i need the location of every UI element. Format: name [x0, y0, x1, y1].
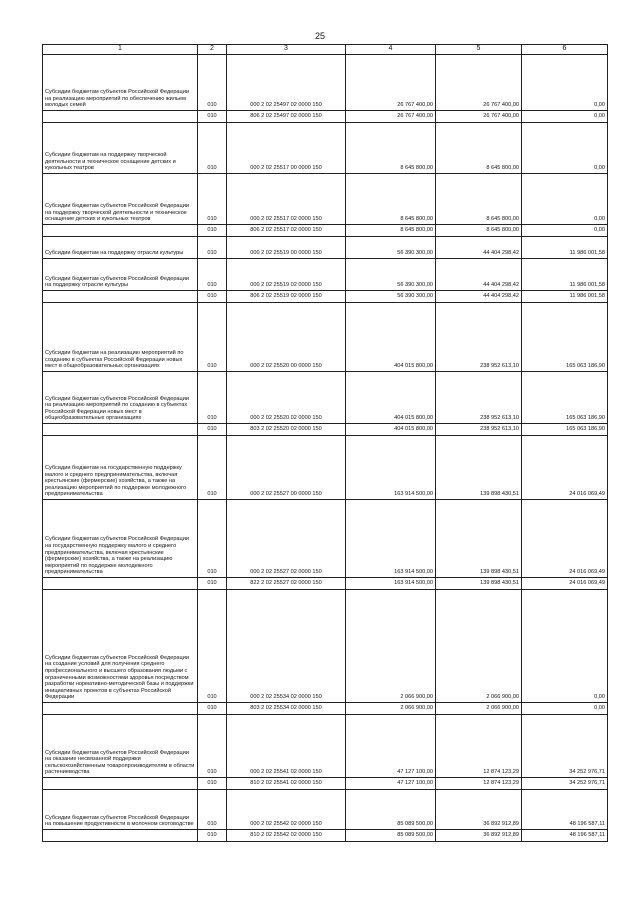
- amount-approved-cell: 404 015 800,00: [346, 424, 436, 436]
- amount-executed-cell: 238 952 613,10: [436, 303, 522, 372]
- admin-code-cell: 010: [198, 123, 227, 174]
- amount-executed-cell: 36 892 912,89: [436, 830, 522, 842]
- table-row: [43, 303, 608, 372]
- amount-approved-cell: 8 645 800,00: [346, 225, 436, 237]
- amount-approved-cell: 85 089 500,00: [346, 830, 436, 842]
- header-cell: 3: [227, 45, 346, 55]
- item-name-cell: Субсидии бюджетам на поддержку отрасли культуры: [43, 237, 198, 259]
- amount-approved-cell: 163 914 500,00: [346, 436, 436, 500]
- table-row: [43, 715, 608, 778]
- amount-approved-cell: 8 645 800,00: [346, 123, 436, 174]
- admin-code-cell: 010: [198, 436, 227, 500]
- page-number: 25: [314, 31, 325, 41]
- item-name-cell: Субсидии бюджетам на поддержку творческой деятельности и техническое оснащение детских и кукольных театров: [43, 123, 198, 174]
- amount-executed-cell: 8 645 800,00: [436, 225, 522, 237]
- budget-code-cell: 000 2 02 25527 00 0000 150: [227, 436, 346, 500]
- header-cell: 5: [436, 45, 522, 55]
- table-row: [43, 225, 608, 237]
- amount-approved-cell: 56 390 300,00: [346, 259, 436, 291]
- amount-remaining-cell: 48 196 587,11: [522, 830, 608, 842]
- budget-code-cell: 000 2 02 25520 02 0000 150: [227, 372, 346, 424]
- item-name-cell: [43, 424, 198, 436]
- item-name-cell: Субсидии бюджетам субъектов Российской Федерации на оказание несвязанной поддержки сельскохозяйственным товаропроизводителям в области растениеводства: [43, 715, 198, 778]
- amount-executed-cell: 12 874 123,29: [436, 778, 522, 790]
- item-name-cell: Субсидии бюджетам на государственную поддержку малого и среднего предпринимательства, включая крестьянские (фермерские) хозяйства, а также на реализацию мероприятий по поддержке молодежного предпринимательства: [43, 436, 198, 500]
- amount-executed-cell: 2 066 900,00: [436, 590, 522, 703]
- admin-code-cell: 010: [198, 590, 227, 703]
- budget-code-cell: 000 2 02 25520 00 0000 150: [227, 303, 346, 372]
- amount-remaining-cell: 0,00: [522, 123, 608, 174]
- amount-executed-cell: 8 645 800,00: [436, 174, 522, 225]
- table-row: [43, 590, 608, 703]
- budget-code-cell: 810 2 02 25542 02 0000 150: [227, 830, 346, 842]
- amount-remaining-cell: 24 016 069,49: [522, 500, 608, 578]
- amount-approved-cell: 2 066 900,00: [346, 590, 436, 703]
- item-name-cell: Субсидии бюджетам субъектов Российской Федерации на реализацию мероприятий по созданию в субъектах Российской Федерации новых мест в общеобразовательных организациях: [43, 372, 198, 424]
- amount-executed-cell: 44 404 298,42: [436, 237, 522, 259]
- table-row: [43, 237, 608, 259]
- header-cell: 1: [43, 45, 198, 55]
- table-row: [43, 55, 608, 111]
- amount-approved-cell: 47 127 100,00: [346, 778, 436, 790]
- amount-executed-cell: 238 952 613,10: [436, 372, 522, 424]
- amount-executed-cell: 2 066 900,00: [436, 703, 522, 715]
- amount-executed-cell: 12 874 123,29: [436, 715, 522, 778]
- admin-code-cell: 010: [198, 111, 227, 123]
- amount-approved-cell: 2 066 900,00: [346, 703, 436, 715]
- amount-executed-cell: 26 767 400,00: [436, 55, 522, 111]
- admin-code-cell: 010: [198, 174, 227, 225]
- amount-executed-cell: 44 404 298,42: [436, 259, 522, 291]
- table-row: [43, 436, 608, 500]
- amount-remaining-cell: 34 252 976,71: [522, 715, 608, 778]
- budget-code-cell: 000 2 02 25497 02 0000 150: [227, 55, 346, 111]
- header-cell: 6: [522, 45, 608, 55]
- admin-code-cell: 010: [198, 790, 227, 830]
- table-row: [43, 424, 608, 436]
- amount-approved-cell: 56 390 300,00: [346, 291, 436, 303]
- amount-executed-cell: 139 898 430,51: [436, 500, 522, 578]
- admin-code-cell: 010: [198, 225, 227, 237]
- admin-code-cell: 010: [198, 778, 227, 790]
- admin-code-cell: 010: [198, 303, 227, 372]
- item-name-cell: [43, 830, 198, 842]
- amount-remaining-cell: 0,00: [522, 225, 608, 237]
- admin-code-cell: 010: [198, 500, 227, 578]
- item-name-cell: [43, 578, 198, 590]
- amount-executed-cell: 238 952 613,10: [436, 424, 522, 436]
- table-row: [43, 830, 608, 842]
- item-name-cell: Субсидии бюджетам субъектов Российской Федерации на реализацию мероприятий по обеспечению жильем молодых семей: [43, 55, 198, 111]
- budget-code-cell: 810 2 02 25541 02 0000 150: [227, 778, 346, 790]
- admin-code-cell: 010: [198, 259, 227, 291]
- item-name-cell: [43, 778, 198, 790]
- admin-code-cell: 010: [198, 703, 227, 715]
- table-row: [43, 111, 608, 123]
- header-row: [43, 45, 608, 55]
- item-name-cell: Субсидии бюджетам субъектов Российской Федерации на повышение продуктивности в молочном скотоводстве: [43, 790, 198, 830]
- budget-code-cell: 806 2 02 25497 02 0000 150: [227, 111, 346, 123]
- item-name-cell: Субсидии бюджетам на реализацию мероприятий по созданию в субъектах Российской Федерации новых мест в общеобразовательных организациях: [43, 303, 198, 372]
- amount-remaining-cell: 165 063 186,90: [522, 303, 608, 372]
- amount-remaining-cell: 165 063 186,90: [522, 372, 608, 424]
- amount-remaining-cell: 0,00: [522, 174, 608, 225]
- amount-executed-cell: 8 645 800,00: [436, 123, 522, 174]
- amount-approved-cell: 85 089 500,00: [346, 790, 436, 830]
- table-row: [43, 372, 608, 424]
- amount-remaining-cell: 0,00: [522, 55, 608, 111]
- admin-code-cell: 010: [198, 55, 227, 111]
- amount-remaining-cell: 0,00: [522, 703, 608, 715]
- table-row: [43, 778, 608, 790]
- item-name-cell: [43, 225, 198, 237]
- amount-approved-cell: 404 015 800,00: [346, 303, 436, 372]
- budget-code-cell: 000 2 02 25542 02 0000 150: [227, 790, 346, 830]
- budget-code-cell: 000 2 02 25519 00 0000 150: [227, 237, 346, 259]
- header-cell: 4: [346, 45, 436, 55]
- budget-code-cell: 000 2 02 25517 00 0000 150: [227, 123, 346, 174]
- amount-approved-cell: 163 914 500,00: [346, 578, 436, 590]
- item-name-cell: [43, 703, 198, 715]
- amount-remaining-cell: 24 016 069,49: [522, 578, 608, 590]
- amount-remaining-cell: 0,00: [522, 111, 608, 123]
- budget-code-cell: 806 2 02 25519 02 0000 150: [227, 291, 346, 303]
- budget-revenue-table: [42, 44, 608, 842]
- item-name-cell: [43, 291, 198, 303]
- table-row: [43, 174, 608, 225]
- admin-code-cell: 010: [198, 830, 227, 842]
- amount-approved-cell: 26 767 400,00: [346, 111, 436, 123]
- amount-remaining-cell: 48 196 587,11: [522, 790, 608, 830]
- item-name-cell: Субсидии бюджетам субъектов Российской Федерации на поддержку отрасли культуры: [43, 259, 198, 291]
- amount-executed-cell: 26 767 400,00: [436, 111, 522, 123]
- budget-code-cell: 000 2 02 25527 02 0000 150: [227, 500, 346, 578]
- amount-executed-cell: 139 898 430,51: [436, 578, 522, 590]
- budget-code-cell: 822 2 02 25527 02 0000 150: [227, 578, 346, 590]
- table-row: [43, 259, 608, 291]
- header-cell: 2: [198, 45, 227, 55]
- admin-code-cell: 010: [198, 424, 227, 436]
- admin-code-cell: 010: [198, 578, 227, 590]
- item-name-cell: Субсидии бюджетам субъектов Российской Федерации на поддержку творческой деятельности и техническое оснащение детских и кукольных театров: [43, 174, 198, 225]
- amount-remaining-cell: 165 063 186,90: [522, 424, 608, 436]
- amount-remaining-cell: 11 986 001,58: [522, 291, 608, 303]
- budget-code-cell: 803 2 02 25520 02 0000 150: [227, 424, 346, 436]
- budget-code-cell: 000 2 02 25517 02 0000 150: [227, 174, 346, 225]
- amount-remaining-cell: 24 016 069,49: [522, 436, 608, 500]
- admin-code-cell: 010: [198, 715, 227, 778]
- amount-executed-cell: 44 404 298,42: [436, 291, 522, 303]
- amount-approved-cell: 404 015 800,00: [346, 372, 436, 424]
- amount-remaining-cell: 11 986 001,58: [522, 237, 608, 259]
- amount-approved-cell: 47 127 100,00: [346, 715, 436, 778]
- table-row: [43, 790, 608, 830]
- amount-approved-cell: 26 767 400,00: [346, 55, 436, 111]
- budget-code-cell: 000 2 02 25541 02 0000 150: [227, 715, 346, 778]
- budget-code-cell: 000 2 02 25519 02 0000 150: [227, 259, 346, 291]
- budget-code-cell: 806 2 02 25517 02 0000 150: [227, 225, 346, 237]
- budget-code-cell: 803 2 02 25534 02 0000 150: [227, 703, 346, 715]
- item-name-cell: Субсидии бюджетам субъектов Российской Федерации на создание условий для получения среднего профессионального и высшего образования людьми с ограниченными возможностями здоровья посредством разработки нормативно-методической базы и поддержки инициативных проектов в субъектах Российской Федерации: [43, 590, 198, 703]
- table-row: [43, 500, 608, 578]
- amount-remaining-cell: 34 252 976,71: [522, 778, 608, 790]
- table-row: [43, 291, 608, 303]
- amount-executed-cell: 139 898 430,51: [436, 436, 522, 500]
- admin-code-cell: 010: [198, 372, 227, 424]
- amount-approved-cell: 56 390 300,00: [346, 237, 436, 259]
- amount-remaining-cell: 0,00: [522, 590, 608, 703]
- admin-code-cell: 010: [198, 237, 227, 259]
- table-row: [43, 123, 608, 174]
- admin-code-cell: 010: [198, 291, 227, 303]
- amount-approved-cell: 163 914 500,00: [346, 500, 436, 578]
- item-name-cell: [43, 111, 198, 123]
- amount-executed-cell: 36 892 912,89: [436, 790, 522, 830]
- table-row: [43, 578, 608, 590]
- amount-approved-cell: 8 645 800,00: [346, 174, 436, 225]
- budget-code-cell: 000 2 02 25534 02 0000 150: [227, 590, 346, 703]
- amount-remaining-cell: 11 986 001,58: [522, 259, 608, 291]
- item-name-cell: Субсидии бюджетам субъектов Российской Федерации на государственную поддержку малого и среднего предпринимательства, включая крестьянские (фермерские) хозяйства, а также на реализацию мероприятий по поддержке молодежного предпринимательства: [43, 500, 198, 578]
- table-row: [43, 703, 608, 715]
